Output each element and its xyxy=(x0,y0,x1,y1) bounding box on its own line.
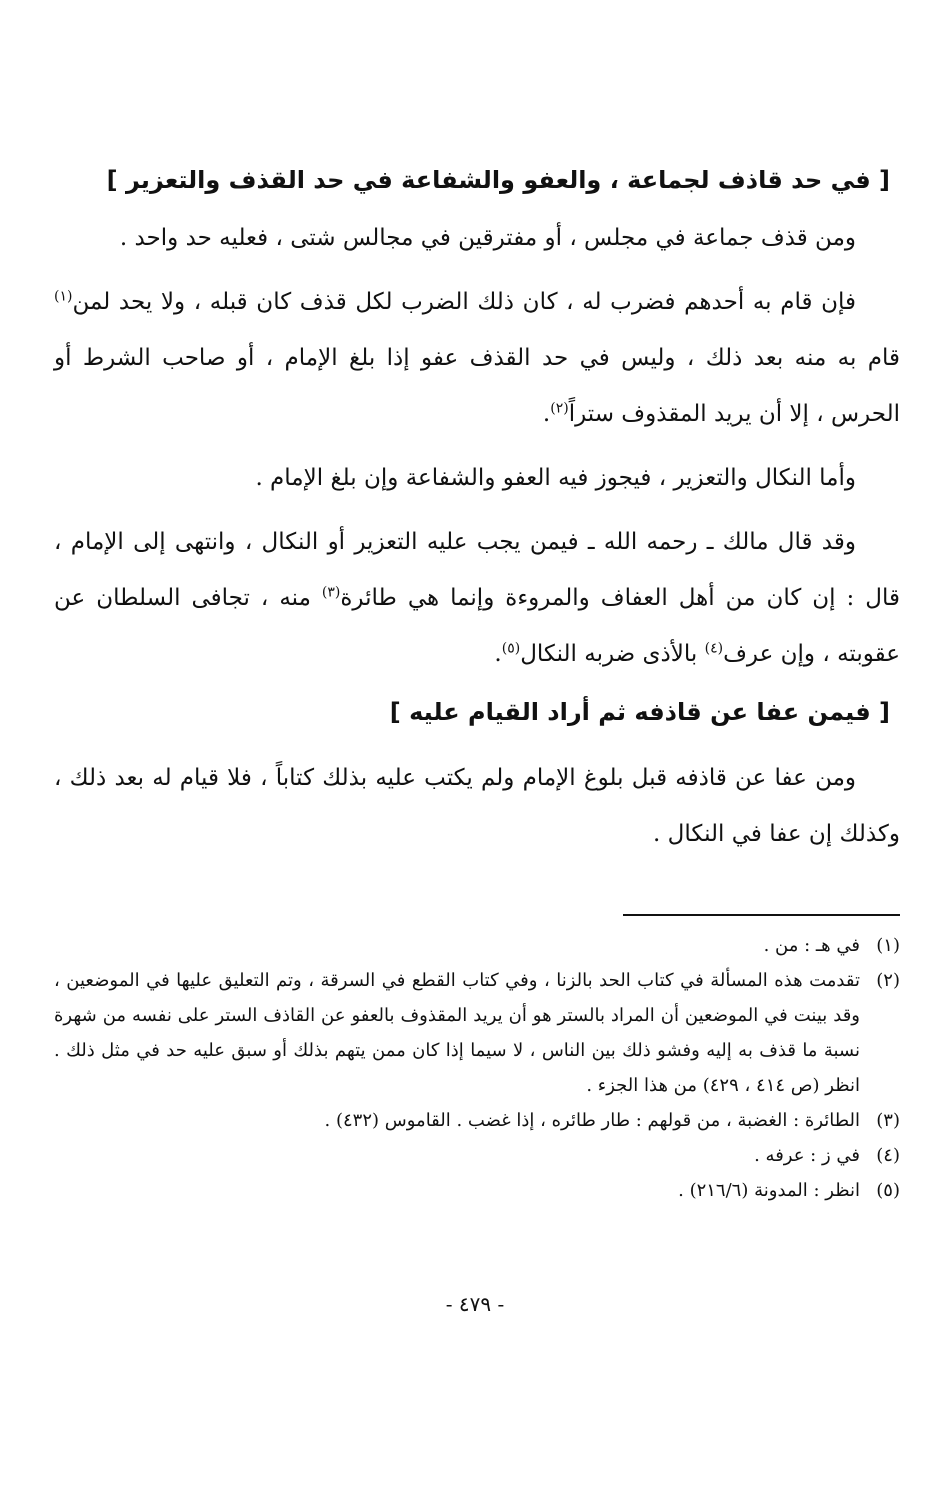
paragraph-text: منه ، تجافى السلطان عن عقوبته ، وإن عرف xyxy=(54,585,900,667)
footnote xyxy=(54,1173,900,1208)
footnotes xyxy=(54,928,900,1208)
section-heading: [ فيمن عفا عن قاذفه ثم أراد القيام عليه ] xyxy=(389,698,890,726)
footnote-number: (٢) xyxy=(876,970,900,991)
paragraph-text: قام به منه بعد ذلك ، وليس في حد القذف عفو إذا بلغ الإمام ، أو صاحب الشرط أو الحرس ، إلا أن يريد المقذوف ستراً xyxy=(54,345,900,427)
footnote-reference: (١) xyxy=(54,288,73,305)
footnote xyxy=(54,1138,900,1173)
paragraph-text: ومن قذف جماعة في مجلس ، أو مفترقين في مجالس شتى ، فعليه حد واحد . xyxy=(119,225,856,251)
paragraph-text: وقد قال مالك ـ رحمه الله ـ فيمن يجب عليه التعزير أو النكال ، وانتهى إلى الإمام ، قال : إن كان من أهل العفاف والمروءة وإنما هي طائرة xyxy=(54,529,900,611)
footnote xyxy=(54,963,900,1103)
paragraph-text: وأما النكال والتعزير ، فيجوز فيه العفو والشفاعة وإن بلغ الإمام . xyxy=(255,465,856,491)
footnote-divider xyxy=(623,914,900,916)
main-text xyxy=(54,150,900,862)
paragraph xyxy=(54,210,900,266)
footnote-text: انظر : المدونة (٢١٦/٦) . xyxy=(678,1180,860,1201)
footnote-text: تقدمت هذه المسألة في كتاب الحد بالزنا ، وفي كتاب القطع في السرقة ، وتم التعليق عليها في الموضعين ، وقد بينت في الموضعين أن المراد بالستر هو أن يريد المقذوف بالعفو عن القاذف الستر على نفسه من شهرة نسبة ما قذف به إليه وفشو ذلك بين الناس ، لا سيما إذا كان ممن يتهم بذلك أو سبق عليه حد في مثل ذلك . انظر (ص ٤١٤ ، ٤٢٩) من هذا الجزء . xyxy=(54,970,860,1096)
paragraph xyxy=(54,450,900,506)
footnote-text: في ز : عرفه . xyxy=(754,1145,860,1166)
footnote-number: (٣) xyxy=(876,1110,900,1131)
footnote xyxy=(54,1103,900,1138)
paragraph-text: ومن عفا عن قاذفه قبل بلوغ الإمام ولم يكتب عليه بذلك كتاباً ، فلا قيام له بعد ذلك ، وكذلك إن عفا في النكال . xyxy=(54,765,900,847)
footnote-number: (٤) xyxy=(876,1145,900,1166)
paragraph xyxy=(54,274,900,442)
paragraph-text: فإن قام به أحدهم فضرب له ، كان ذلك الضرب لكل قذف كان قبله ، ولا يحد لمن xyxy=(72,289,856,315)
page-number: - ٤٧٩ - xyxy=(445,1292,505,1316)
footnote-number: (١) xyxy=(876,935,900,956)
paragraph-text: . xyxy=(494,641,502,667)
footnote-reference: (٣) xyxy=(321,584,341,601)
paragraph xyxy=(54,750,900,862)
footnote-number: (٥) xyxy=(876,1180,900,1201)
footnote-text: الطائرة : الغضبة ، من قولهم : طار طائره ، إذا غضب . القاموس (٤٣٢) . xyxy=(324,1110,860,1131)
paragraph xyxy=(54,514,900,682)
paragraph-text: بالأذى ضربه النكال xyxy=(520,641,705,667)
section-heading: [ في حد قاذف لجماعة ، والعفو والشفاعة في حد القذف والتعزير ] xyxy=(106,166,890,194)
paragraph-text: . xyxy=(542,401,551,427)
footnote-reference: (٢) xyxy=(550,400,569,417)
footnote-text: في هـ : من . xyxy=(763,935,860,956)
footnote xyxy=(54,928,900,963)
footnote-reference: (٥) xyxy=(501,640,521,657)
footnote-reference: (٤) xyxy=(704,640,724,657)
